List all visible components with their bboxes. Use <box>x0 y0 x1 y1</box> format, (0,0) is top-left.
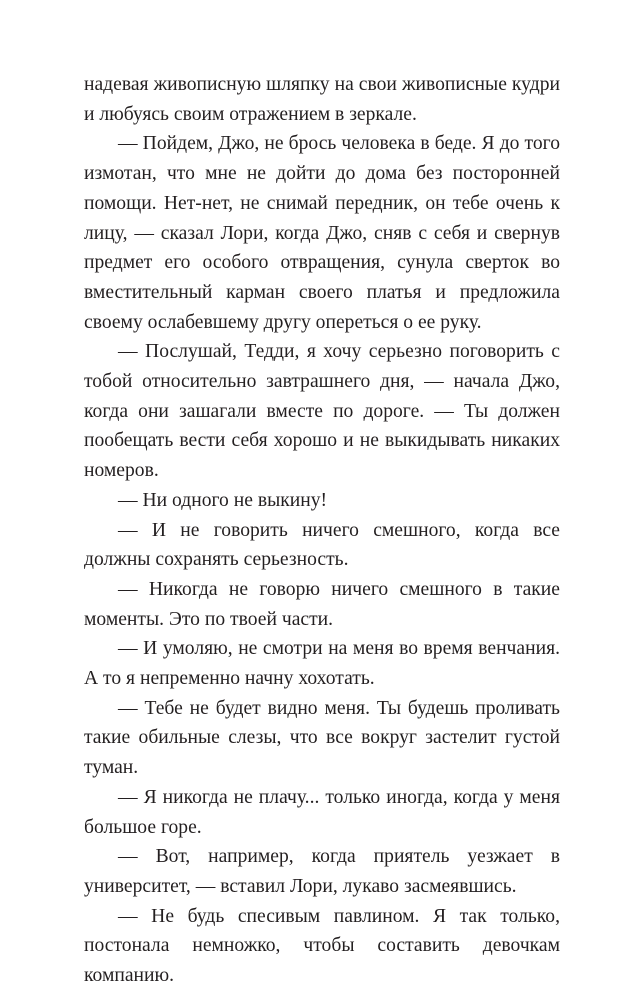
paragraph-3: — Послушай, Тедди, я хочу серьезно поговорить с тобой относительно завтрашнего дня, — начала Джо, когда они зашагали вместе по дороге. — Ты должен пообещать вести себя хорошо и не выкидывать никаких номеров. <box>84 341 560 482</box>
page-text <box>84 70 560 991</box>
paragraph-6: — Никогда не говорю ничего смешного в такие моменты. Это по твоей части. <box>84 578 560 630</box>
paragraph-7: — И умоляю, не смотри на меня во время венчания. А то я непременно начну хохотать. <box>84 638 560 690</box>
paragraph-9: — Я никогда не плачу... только иногда, когда у меня большое горе. <box>84 786 560 838</box>
paragraph-8: — Тебе не будет видно меня. Ты будешь проливать такие обильные слезы, что все вокруг застелит густой туман. <box>84 697 560 779</box>
paragraph-2: — Пойдем, Джо, не брось человека в беде. Я до того измотан, что мне не дойти до дома без посторонней помощи. Нет-нет, не снимай передник, он тебе очень к лицу, — сказал Лори, когда Джо, сняв с себя и свернув предмет его особого отвращения, сунула сверток во вместительный карман своего платья и предложила своему ослабевшему другу опереться о ее руку. <box>84 133 560 333</box>
paragraph-1: надевая живописную шляпку на свои живописные кудри и любуясь своим отражением в зеркале. <box>84 74 560 125</box>
paragraph-10: — Вот, например, когда приятель уезжает в университет, — вставил Лори, лукаво засмеявшись. <box>84 846 560 897</box>
paragraph-11: — Не будь спесивым павлином. Я так только, постонала немножко, чтобы составить девочкам компанию. <box>84 905 560 987</box>
paragraph-4: — Ни одного не выкину! <box>118 489 328 511</box>
paragraph-5: — И не говорить ничего смешного, когда все должны сохранять серьезность. <box>84 519 560 571</box>
